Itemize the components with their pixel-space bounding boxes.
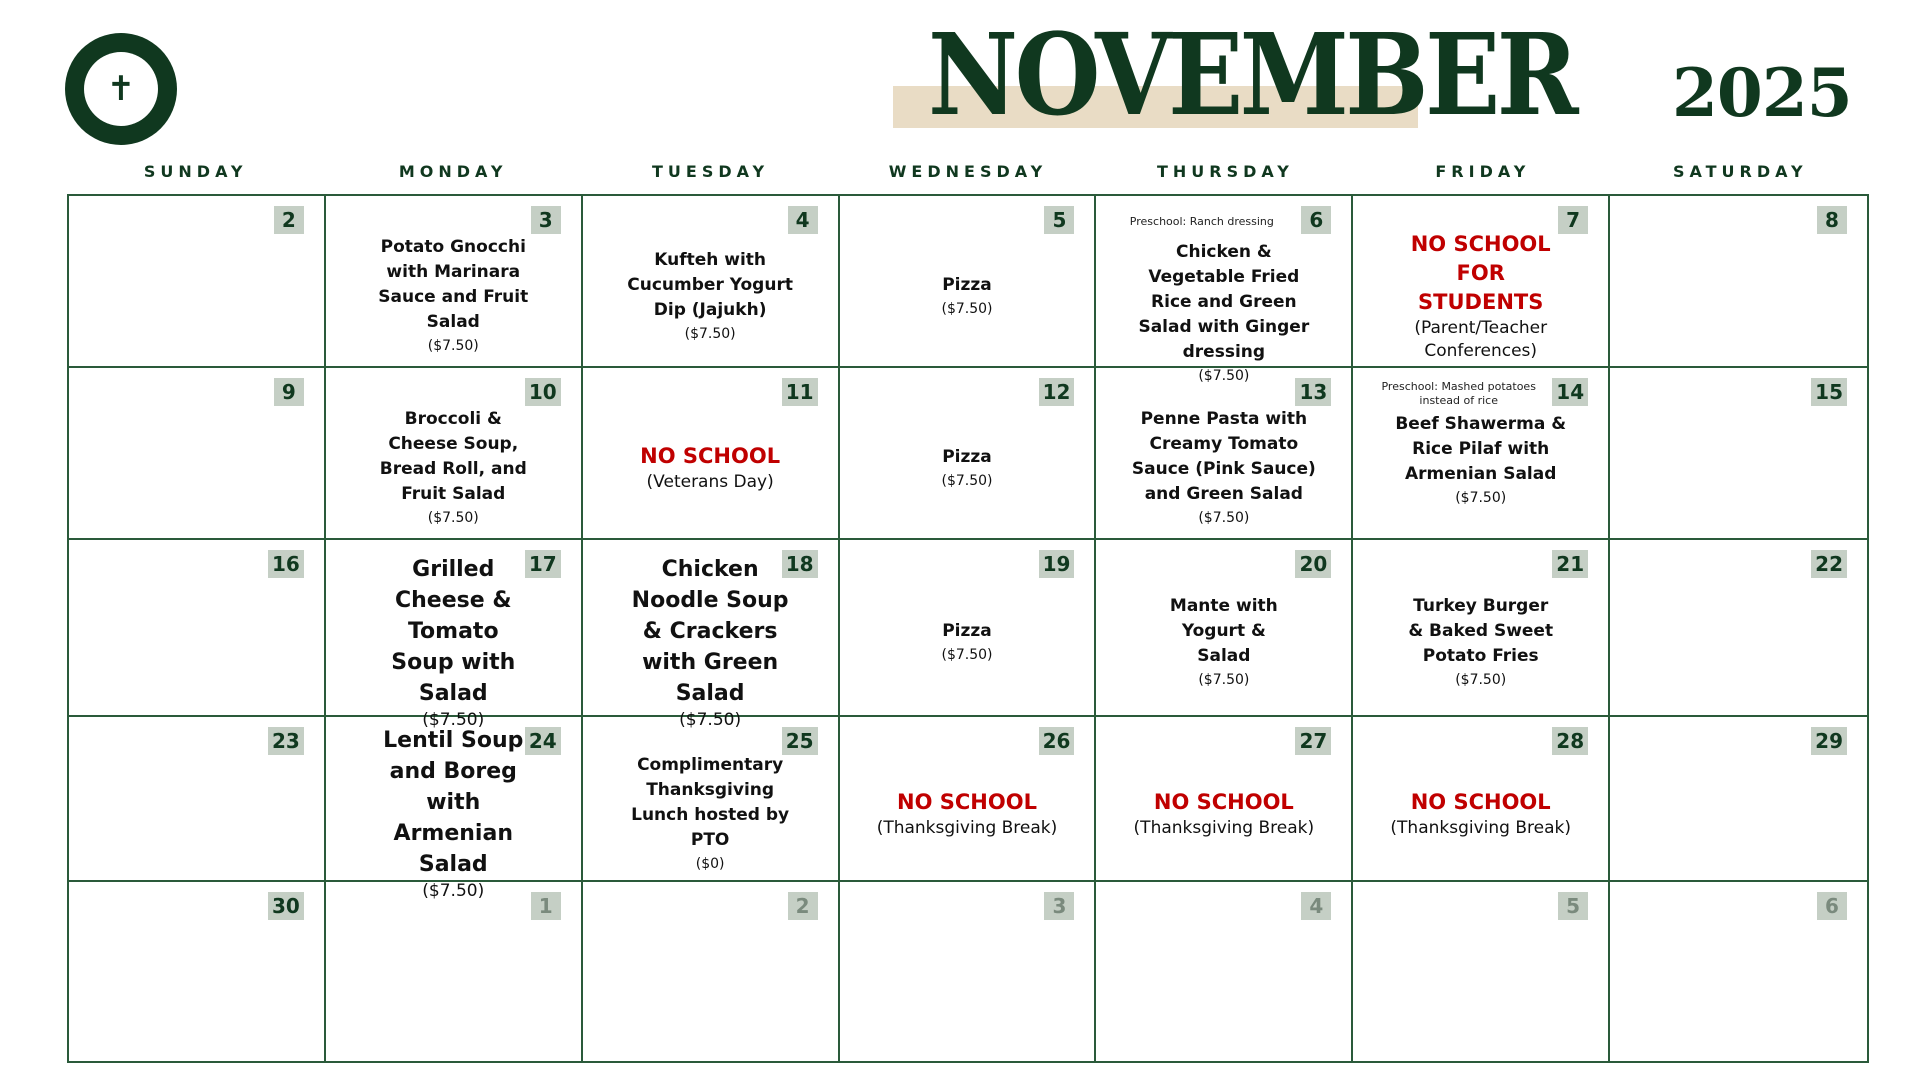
meal-price: ($7.50) [422,881,485,901]
day-cell [326,196,583,368]
day-cell [1610,882,1867,1061]
day-cell [840,540,1097,717]
meal-price: ($7.50) [427,510,479,526]
weekday-header [67,162,1869,181]
day-number: 17 [525,550,561,578]
month-title: NOVEMBER [928,10,1576,141]
day-cell [69,717,326,882]
day-cell [1353,717,1610,882]
day-cell [840,717,1097,882]
meal-price: ($7.50) [1455,490,1507,506]
day-number: 13 [1295,378,1331,406]
meal-name: Grilled Cheese & Tomato Soup with Salad [391,557,516,706]
day-number: 2 [788,892,818,920]
day-number: 7 [1558,206,1588,234]
day-cell [326,717,583,901]
meal-price: ($7.50) [941,300,993,317]
meal-name: Complimentary Thanksgiving Lunch hosted by PTO [631,754,790,850]
meal-price: ($7.50) [941,472,993,489]
meal-price: ($0) [695,855,725,872]
meal-name: Kufteh with Cucumber Yogurt Dip (Jajukh) [627,249,793,320]
day-cell [583,882,840,1061]
calendar-grid [67,194,1869,1063]
day-number: 18 [782,550,818,578]
day-number: 6 [1301,206,1331,234]
meal-price: ($7.50) [684,325,736,342]
no-school-label: NO SCHOOL [1410,789,1551,814]
no-school-label: NO SCHOOL [640,444,781,468]
closure-reason: (Thanksgiving Break) [1390,817,1571,838]
day-cell [1353,540,1610,717]
day-number: 24 [525,727,561,755]
day-cell [1353,368,1610,540]
meal-name: Pizza [942,621,992,641]
meal-price: ($7.50) [679,710,742,730]
day-number: 4 [1301,892,1331,920]
day-cell [1096,368,1353,540]
meal-name: Broccoli & Cheese Soup, Bread Roll, and Fruit Salad [379,409,527,504]
day-number: 9 [274,378,304,406]
day-number: 11 [782,378,818,406]
day-cell [840,368,1097,540]
meal-name: Chicken Noodle Soup & Crackers with Green Salad [631,557,789,706]
day-number: 5 [1558,892,1588,920]
meal-name: Pizza [942,274,992,295]
weekday-label: TUESDAY [652,162,770,181]
no-school-label: NO SCHOOL FOR STUDENTS [1410,231,1551,314]
day-number: 2 [274,206,304,234]
meal-price: ($7.50) [422,710,485,730]
day-cell [1096,717,1353,882]
day-number: 26 [1039,727,1075,755]
day-number: 6 [1817,892,1847,920]
day-number: 3 [1044,892,1074,920]
weekday-label: SATURDAY [1672,162,1808,181]
meal-price: ($7.50) [1198,368,1250,384]
day-number: 28 [1552,727,1588,755]
day-number: 1 [531,892,561,920]
meal-name: Mante with Yogurt & Salad [1169,596,1278,666]
no-school-label: NO SCHOOL [1153,789,1294,814]
day-cell [326,368,583,540]
meal-price: ($7.50) [1198,510,1250,526]
preschool-note: Preschool: Ranch dressing [1129,215,1274,228]
day-cell [583,540,840,730]
day-number: 22 [1811,550,1847,578]
day-number: 20 [1295,550,1331,578]
weekday-label: WEDNESDAY [888,162,1048,181]
day-number: 10 [525,378,561,406]
meal-price: ($7.50) [1198,672,1250,688]
no-school-label: NO SCHOOL [897,789,1037,814]
day-number: 4 [788,206,818,234]
day-number: 30 [268,892,304,920]
closure-reason: (Parent/Teacher Conferences) [1414,317,1548,361]
closure-reason: (Thanksgiving Break) [1133,817,1315,838]
year-title: 2025 [1672,54,1852,132]
day-cell [326,540,583,730]
day-cell [1096,882,1353,1061]
meal-price: ($7.50) [427,338,479,354]
day-cell [69,882,326,1061]
day-cell [583,368,840,540]
day-cell [1610,196,1867,368]
day-cell [1353,882,1610,1061]
day-cell [69,368,326,540]
day-cell [69,540,326,717]
day-number: 16 [268,550,304,578]
day-number: 3 [531,206,561,234]
meal-name: Penne Pasta with Creamy Tomato Sauce (Pink Sauce) and Green Salad [1131,409,1316,504]
day-cell [69,196,326,368]
meal-price: ($7.50) [1455,672,1507,688]
weekday-label: THURSDAY [1156,162,1294,181]
preschool-note: Preschool: Mashed potatoes instead of rice [1381,380,1536,407]
day-cell [326,882,583,1061]
day-number: 23 [268,727,304,755]
day-cell [840,196,1097,368]
meal-name: Beef Shawerma & Rice Pilaf with Armenian Salad [1395,414,1567,484]
day-cell [840,882,1097,1061]
day-cell [583,717,840,882]
day-cell [1353,196,1610,368]
day-number: 19 [1039,550,1075,578]
day-number: 21 [1552,550,1588,578]
meal-name: Pizza [942,446,992,467]
day-number: 27 [1295,727,1331,755]
day-cell [1096,196,1353,384]
weekday-label: MONDAY [398,162,508,181]
day-number: 29 [1811,727,1847,755]
day-cell [1610,717,1867,882]
day-number: 12 [1039,378,1075,406]
day-number: 8 [1817,206,1847,234]
weekday-label: SUNDAY [143,162,248,181]
meal-price: ($7.50) [941,647,993,663]
meal-name: Lentil Soup and Boreg with Armenian Salad [383,728,524,877]
closure-reason: (Thanksgiving Break) [876,817,1058,838]
day-cell [1610,368,1867,540]
cross-icon: ✝ [84,52,158,126]
day-number: 14 [1552,378,1588,406]
meal-name: Potato Gnocchi with Marinara Sauce and Fruit Salad [378,237,529,332]
weekday-label: FRIDAY [1435,162,1531,181]
day-cell [1610,540,1867,717]
day-cell [1096,540,1353,717]
day-number: 15 [1811,378,1847,406]
day-number: 5 [1044,206,1074,234]
closure-reason: (Veterans Day) [646,472,774,492]
day-number: 25 [782,727,818,755]
meal-name: Chicken & Vegetable Fried Rice and Green Salad with Ginger dressing [1138,242,1310,362]
day-cell [583,196,840,368]
school-logo [65,33,177,145]
meal-name: Turkey Burger & Baked Sweet Potato Fries [1408,596,1554,666]
